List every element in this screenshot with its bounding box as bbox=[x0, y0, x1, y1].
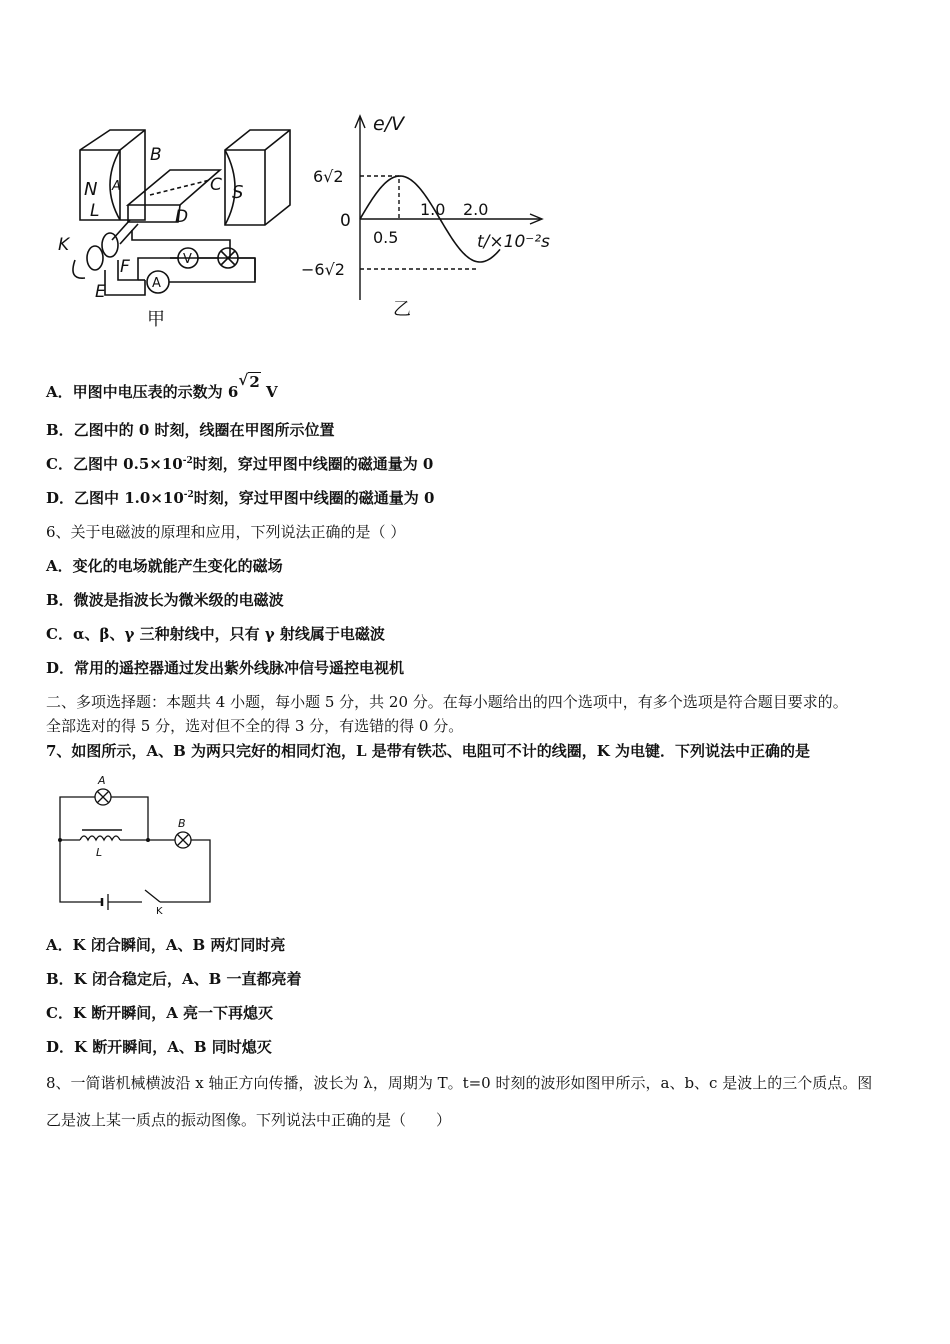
q5-option-a-prefix: A．甲图中电压表的示数为 6 bbox=[46, 383, 239, 401]
label-K: K bbox=[58, 235, 70, 255]
q5-option-b: B．乙图中的 0 时刻，线圈在甲图所示位置 bbox=[46, 421, 335, 439]
q7-circuit bbox=[50, 772, 220, 917]
q6-stem: 6、关于电磁波的原理和应用，下列说法正确的是（ ） bbox=[46, 523, 406, 541]
circuit-label-k: K bbox=[156, 906, 163, 917]
q7-option-d: D．K 断开瞬间，A、B 同时熄灭 bbox=[46, 1038, 272, 1056]
y-max-label: 6√2 bbox=[313, 167, 344, 186]
q5-option-a bbox=[46, 372, 278, 402]
figure-jia-caption: 甲 bbox=[147, 309, 165, 330]
q8-line1: 8、一简谐机械横波沿 x 轴正方向传播，波长为 λ，周期为 T。t=0 时刻的波形如图甲所示，a、b、c 是波上的三个质点。图 bbox=[46, 1074, 873, 1092]
label-L: L bbox=[90, 201, 100, 221]
label-D: D bbox=[175, 207, 189, 227]
circuit-label-a: A bbox=[98, 774, 106, 787]
sqrt-symbol: √ 2 bbox=[238, 371, 260, 391]
q8-line2: 乙是波上某一质点的振动图像。下列说法中正确的是（ ） bbox=[46, 1111, 452, 1129]
y-min-label: −6√2 bbox=[301, 260, 345, 279]
x-axis-label: t/×10⁻²s bbox=[477, 232, 550, 252]
q5-option-d-prefix: D．乙图中 1.0×10 bbox=[46, 489, 184, 507]
switch-k bbox=[145, 890, 160, 902]
label-E: E bbox=[95, 282, 106, 302]
q7-option-b: B．K 闭合稳定后，A、B 一直都亮着 bbox=[46, 970, 302, 988]
q6-option-d: D．常用的遥控器通过发出紫外线脉冲信号遥控电视机 bbox=[46, 659, 405, 677]
inductor-coil bbox=[80, 836, 120, 840]
generator-figure bbox=[50, 110, 300, 335]
circuit-label-b: B bbox=[178, 817, 186, 830]
label-S: S bbox=[232, 182, 244, 203]
x-tick-2.0: 2.0 bbox=[463, 200, 489, 219]
sqrt-radicand: 2 bbox=[249, 373, 260, 391]
q5-option-a-suffix: V bbox=[260, 383, 278, 401]
circuit-label-l: L bbox=[96, 846, 103, 859]
y-axis-label: e/V bbox=[373, 113, 405, 135]
label-F: F bbox=[120, 257, 130, 277]
label-B: B bbox=[150, 145, 162, 165]
q6-option-b: B．微波是指波长为微米级的电磁波 bbox=[46, 591, 284, 609]
section2-line1: 二、多项选择题：本题共 4 小题，每小题 5 分，共 20 分。在每小题给出的四个选项中，有多个选项是符合题目要求的。 bbox=[46, 693, 848, 711]
x-tick-1.0: 1.0 bbox=[420, 200, 446, 219]
max-dash bbox=[360, 176, 399, 219]
emf-chart bbox=[295, 110, 565, 325]
figure-yi-caption: 乙 bbox=[393, 299, 411, 320]
q5-option-c-suffix: 时刻，穿过甲图中线圈的磁通量为 0 bbox=[192, 455, 434, 473]
q5-option-d-suffix: 时刻，穿过甲图中线圈的磁通量为 0 bbox=[193, 489, 435, 507]
q5-option-c bbox=[46, 454, 433, 474]
origin-label: 0 bbox=[340, 211, 351, 231]
section2-line2: 全部选对的得 5 分，选对但不全的得 3 分，有选错的得 0 分。 bbox=[46, 717, 464, 735]
q7-option-a: A．K 闭合瞬间，A、B 两灯同时亮 bbox=[46, 936, 286, 954]
q7-stem: 7、如图所示，A、B 为两只完好的相同灯泡，L 是带有铁芯、电阻可不计的线圈，K 为电键．下列说法中正确的是 bbox=[46, 742, 811, 760]
q5-option-c-prefix: C．乙图中 0.5×10 bbox=[46, 455, 183, 473]
voltmeter-label: V bbox=[183, 252, 192, 267]
q6-option-c: C．α、β、γ 三种射线中，只有 γ 射线属于电磁波 bbox=[46, 625, 385, 643]
label-C: C bbox=[210, 175, 222, 195]
x-tick-0.5: 0.5 bbox=[373, 228, 399, 247]
q5-option-d-exp: -2 bbox=[183, 490, 194, 500]
q7-option-c: C．K 断开瞬间，A 亮一下再熄灭 bbox=[46, 1004, 274, 1022]
label-N: N bbox=[84, 179, 98, 200]
q5-option-c-exp: -2 bbox=[182, 456, 193, 466]
q5-option-d bbox=[46, 488, 434, 508]
q6-option-a: A．变化的电场就能产生变化的磁场 bbox=[46, 557, 283, 575]
label-A: A bbox=[112, 179, 121, 194]
ammeter-label: A bbox=[152, 276, 161, 291]
